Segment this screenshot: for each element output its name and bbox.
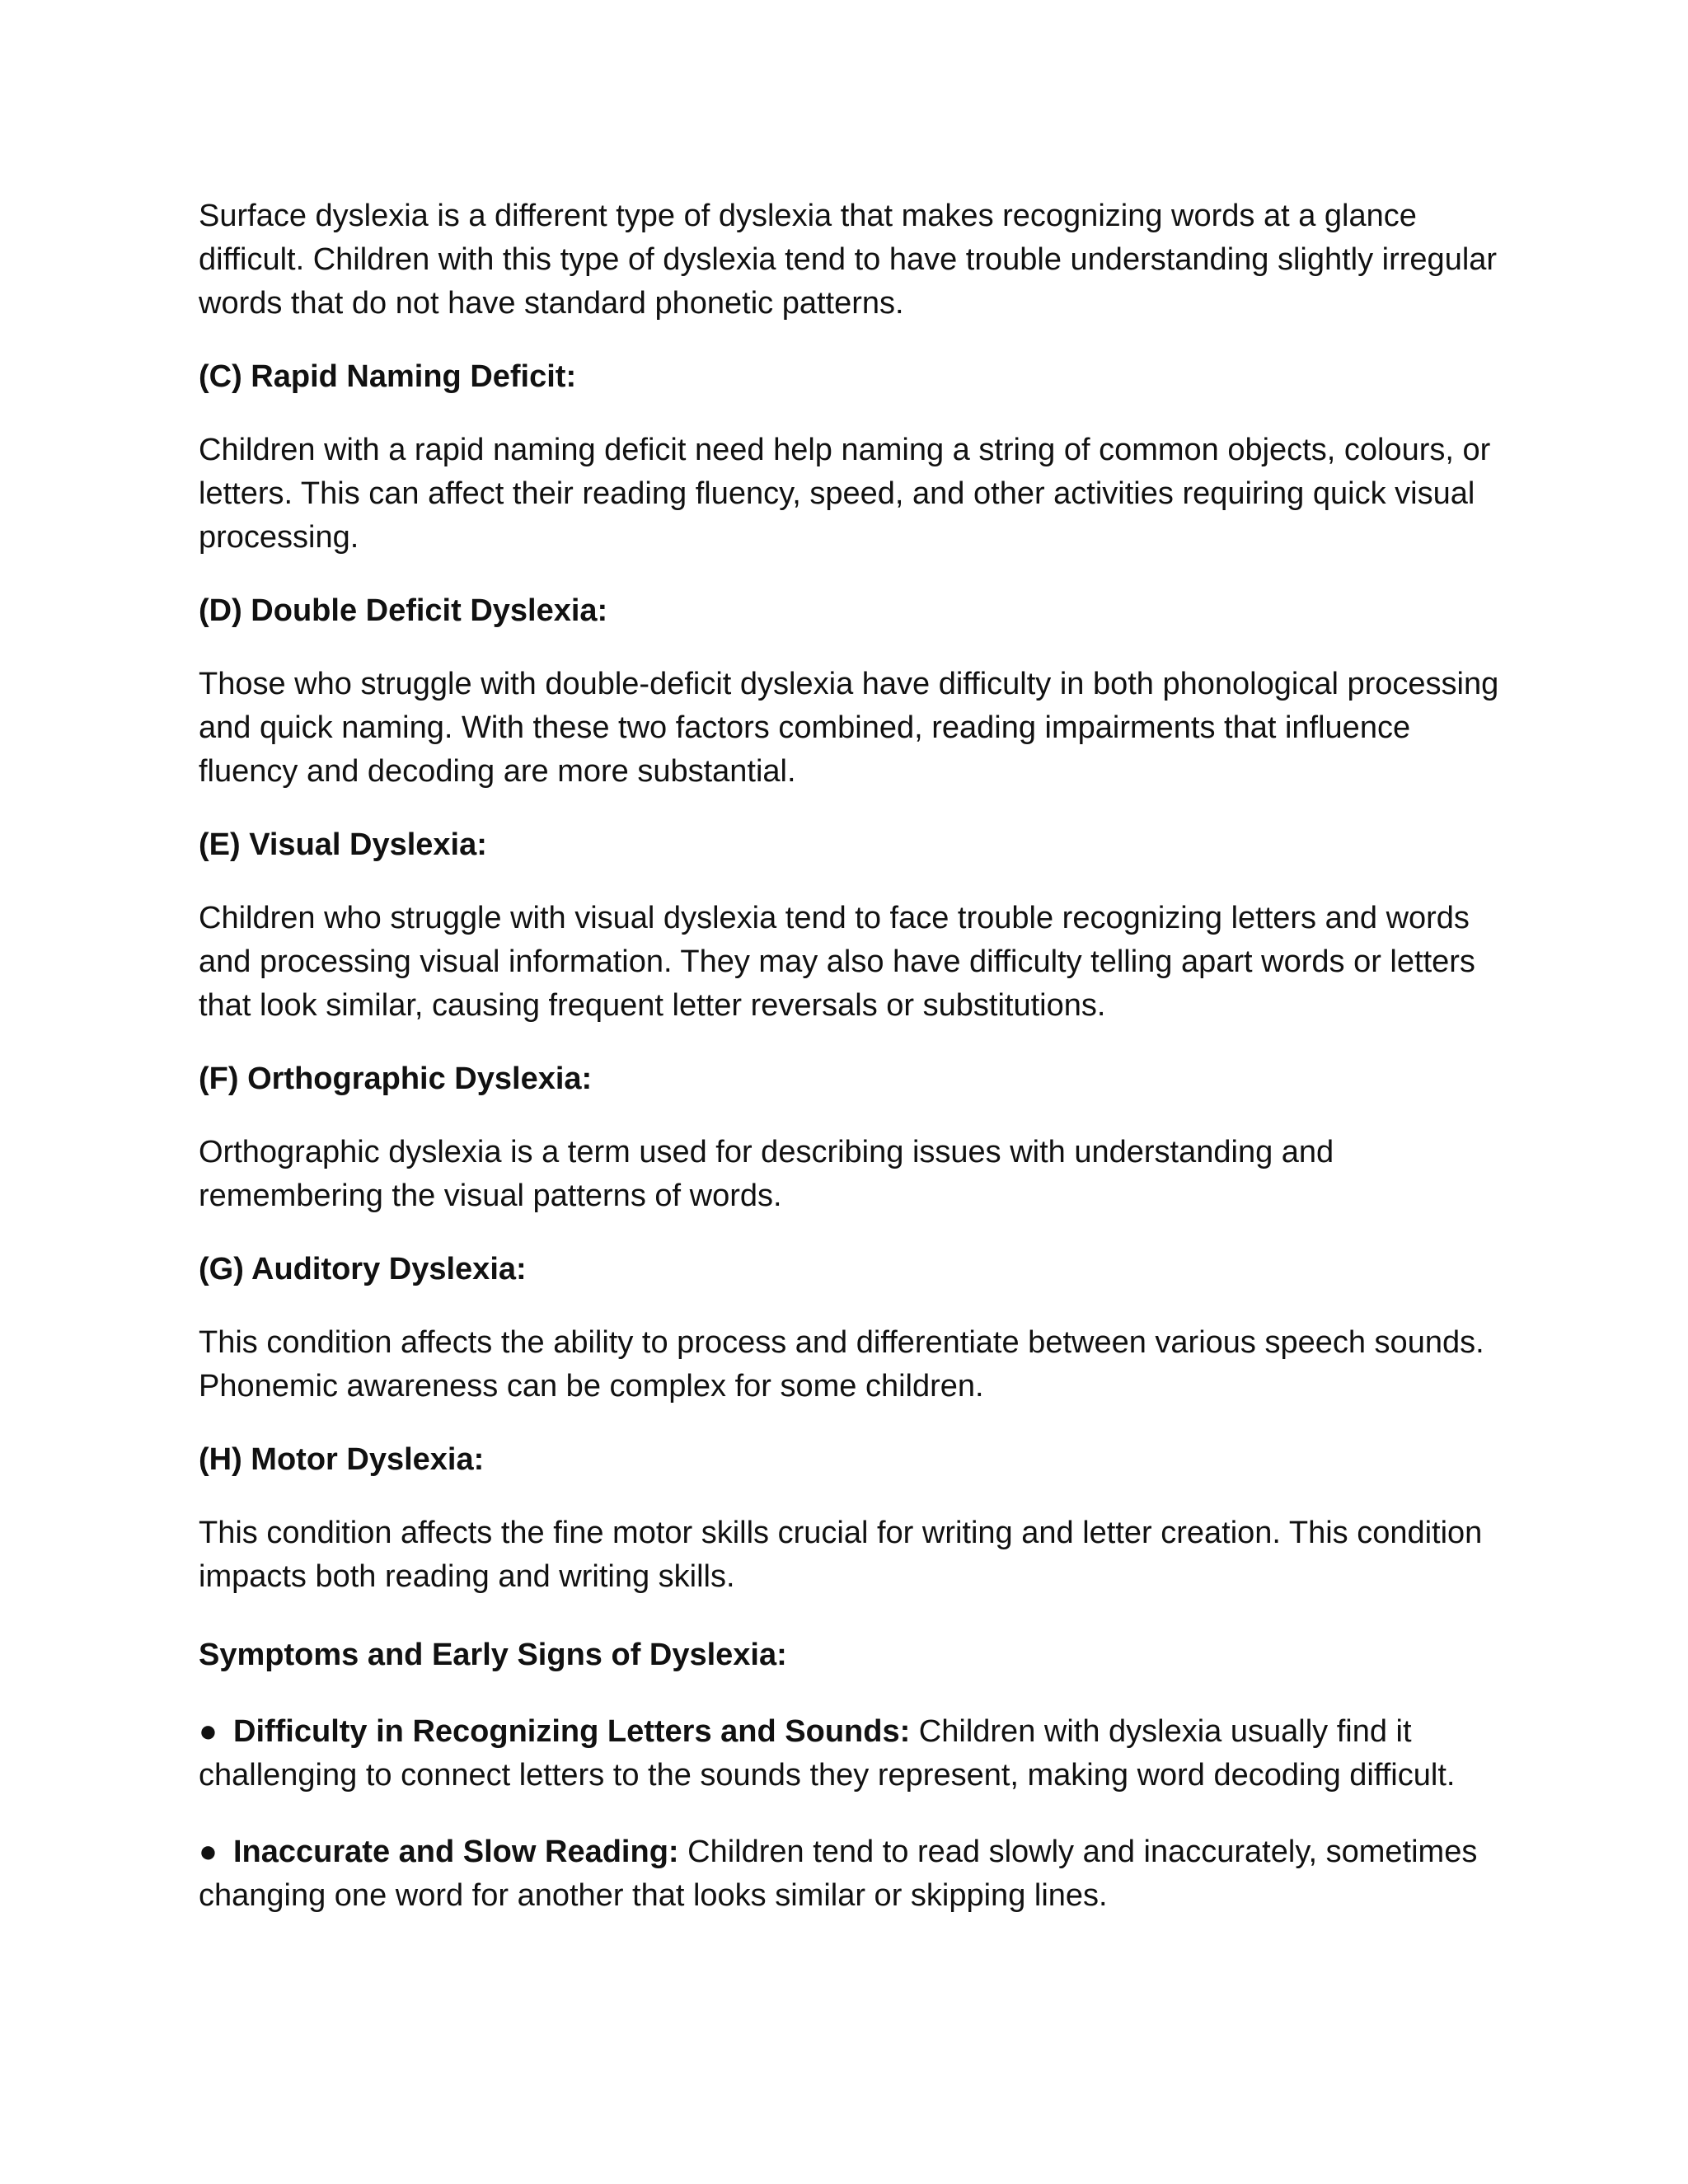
section-heading-h: (H) Motor Dyslexia: [199, 1442, 485, 1477]
section-heading-c: (C) Rapid Naming Deficit: [199, 359, 577, 394]
symptom-list-item [199, 1710, 1517, 1797]
section-body-c: Children with a rapid naming deficit need help naming a string of common objects, colours, or letters. This can affect their reading fluency, speed, and other activities requiring quick visual processing. [199, 433, 1491, 555]
symptom-title: Inaccurate and Slow Reading: [233, 1835, 679, 1869]
section-body-e: Children who struggle with visual dyslexia tend to face trouble recognizing letters and words and processing visual information. They may also have difficulty telling apart words or letters that look similar, causing frequent letter reversals or substitutions. [199, 901, 1475, 1023]
section-heading-e: (E) Visual Dyslexia: [199, 827, 487, 862]
symptom-text: Children with dyslexia usually find it challenging to connect letters to the sounds they represent, making word decoding difficult. [199, 1714, 1456, 1793]
symptoms-heading: Symptoms and Early Signs of Dyslexia: [199, 1638, 787, 1672]
section-body-g: This condition affects the ability to process and differentiate between various speech sounds. Phonemic awareness can be complex for some children. [199, 1325, 1484, 1404]
bullet-icon: ● [199, 1714, 218, 1749]
section-body-h: This condition affects the fine motor skills crucial for writing and letter creation. This condition impacts both reading and writing skills. [199, 1516, 1483, 1594]
section-heading-f: (F) Orthographic Dyslexia: [199, 1062, 593, 1096]
intro-paragraph: Surface dyslexia is a different type of dyslexia that makes recognizing words at a glance difficult. Children with this type of dyslexia tend to have trouble understanding slightly irregular words that do not have standard phonetic patterns. [199, 199, 1498, 321]
section-body-d: Those who struggle with double-deficit dyslexia have difficulty in both phonological processing and quick naming. With these two factors combined, reading impairments that influence fluency and decoding are more substantial. [199, 667, 1499, 789]
section-body-f: Orthographic dyslexia is a term used for describing issues with understanding and remembering the visual patterns of words. [199, 1135, 1334, 1213]
symptom-list-item [199, 1830, 1517, 1918]
symptom-text: Children tend to read slowly and inaccurately, sometimes changing one word for another that looks similar or skipping lines. [199, 1835, 1478, 1913]
bullet-icon: ● [199, 1835, 218, 1869]
document-body [199, 194, 1517, 1951]
section-heading-g: (G) Auditory Dyslexia: [199, 1252, 527, 1286]
symptom-title: Difficulty in Recognizing Letters and Sounds: [233, 1714, 911, 1749]
section-heading-d: (D) Double Deficit Dyslexia: [199, 593, 608, 628]
